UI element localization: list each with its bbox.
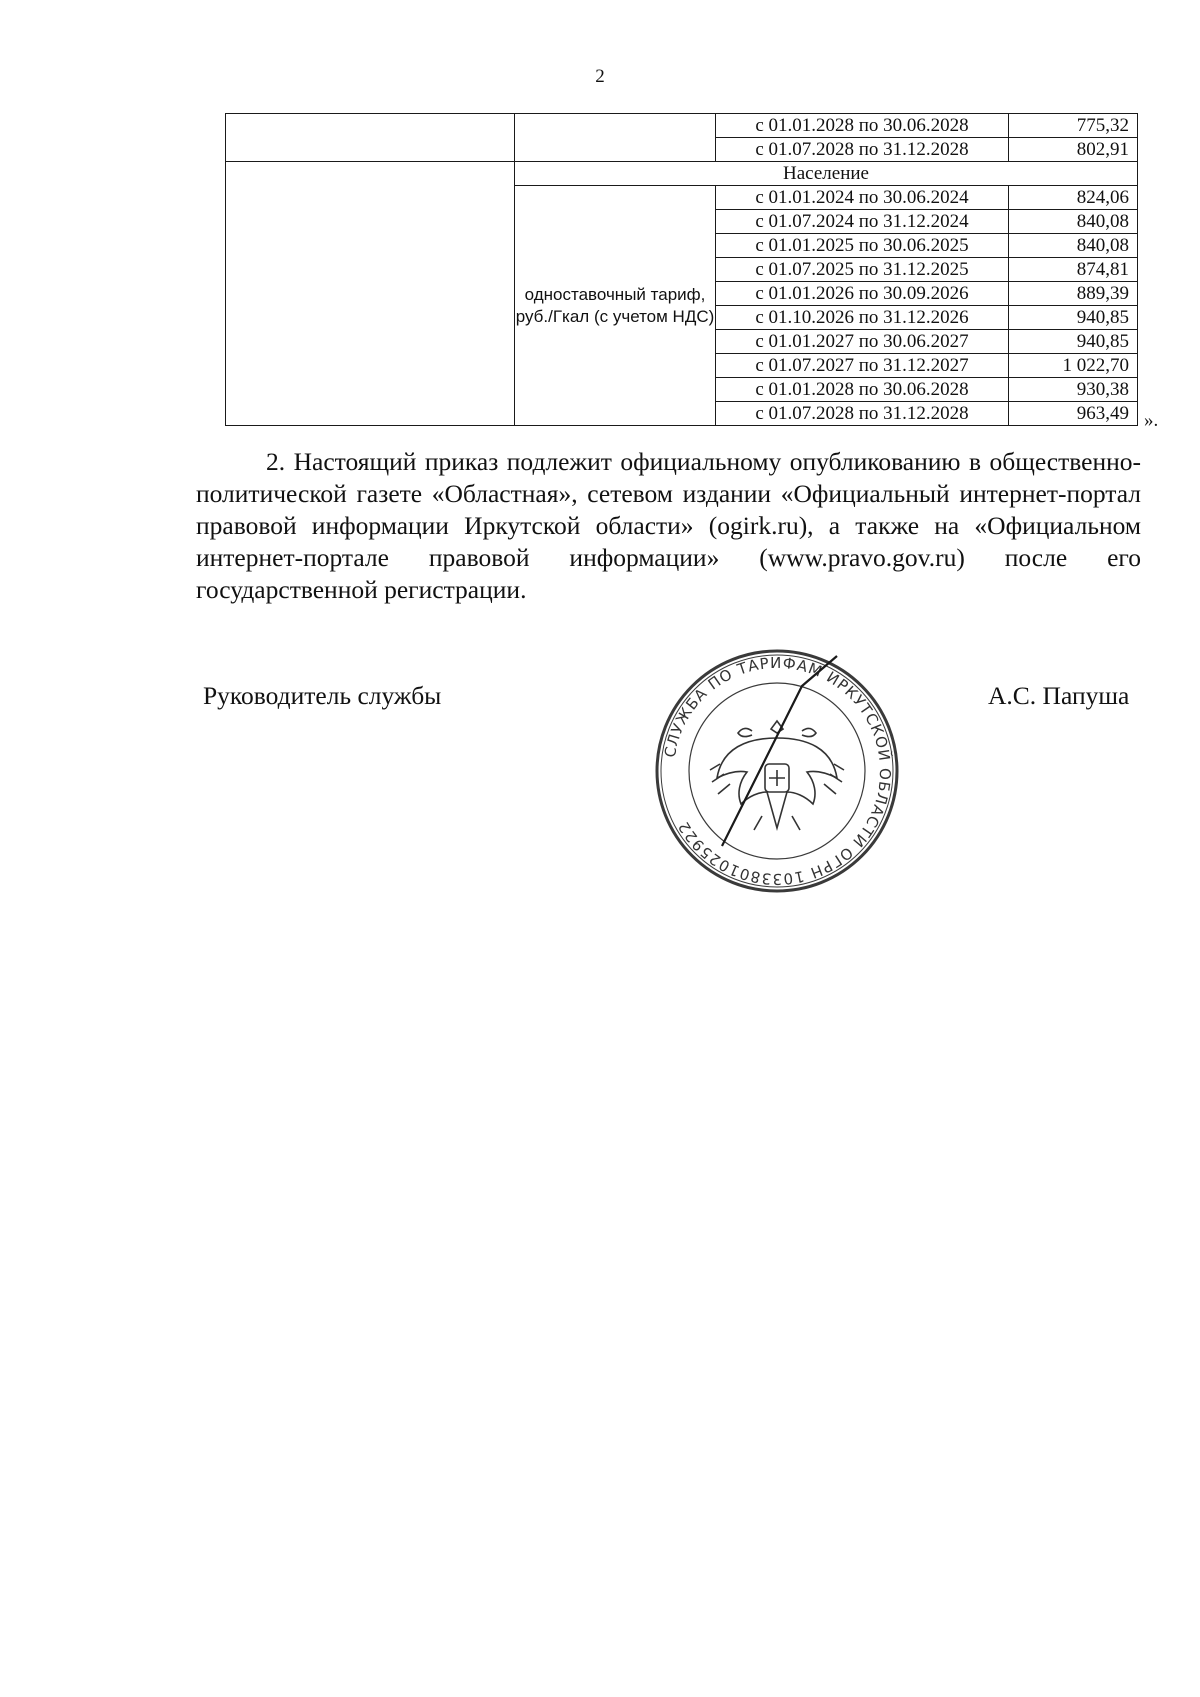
value-cell: 775,32 (1009, 114, 1138, 138)
value-cell: 874,81 (1009, 258, 1138, 282)
signature-stroke (747, 746, 772, 796)
seal-text: СЛУЖБА ПО ТАРИФАМ ИРКУТСКОЙ ОБЛАСТИ ОГРН 1033801025922 (660, 653, 895, 889)
signatory-name: А.С. Папуша (988, 681, 1130, 710)
tariff-name-cell: одноставочный тариф, руб./Гкал (с учетом НДС) (515, 186, 716, 426)
period-cell: с 01.01.2027 по 30.06.2027 (716, 330, 1009, 354)
period-cell: с 01.01.2024 по 30.06.2024 (716, 186, 1009, 210)
table-closing-mark: ». (1144, 410, 1159, 431)
period-cell: с 01.01.2028 по 30.06.2028 (716, 378, 1009, 402)
period-cell: с 01.10.2026 по 31.12.2026 (716, 306, 1009, 330)
table-row (226, 162, 1138, 186)
period-cell: с 01.01.2025 по 30.06.2025 (716, 234, 1009, 258)
empty-cell (226, 162, 515, 426)
value-cell: 940,85 (1009, 330, 1138, 354)
signatory-title: Руководитель службы (203, 681, 442, 710)
value-cell: 824,06 (1009, 186, 1138, 210)
table-row (226, 114, 1138, 138)
value-cell: 963,49 (1009, 402, 1138, 426)
group-header-cell: Население (515, 162, 1138, 186)
period-cell: с 01.07.2025 по 31.12.2025 (716, 258, 1009, 282)
value-cell: 802,91 (1009, 138, 1138, 162)
period-cell: с 01.01.2028 по 30.06.2028 (716, 114, 1009, 138)
official-seal-stamp (652, 646, 902, 896)
value-cell: 840,08 (1009, 234, 1138, 258)
period-cell: с 01.07.2028 по 31.12.2028 (716, 138, 1009, 162)
empty-cell (226, 114, 515, 162)
period-cell: с 01.07.2024 по 31.12.2024 (716, 210, 1009, 234)
value-cell: 930,38 (1009, 378, 1138, 402)
value-cell: 889,39 (1009, 282, 1138, 306)
period-cell: с 01.07.2027 по 31.12.2027 (716, 354, 1009, 378)
publication-paragraph: 2. Настоящий приказ подлежит официальному опубликованию в общественно-политической газете «Областная», сетевом издании «Официальный интернет-портал правовой информации Иркутской области» (ogirk.ru), а также на «Официальном интернет-портале правовой информации» (www.pravo.gov.ru) после его государственной регистрации. (196, 447, 1141, 604)
tariff-table (225, 113, 1138, 426)
page-number: 2 (595, 66, 605, 87)
value-cell: 940,85 (1009, 306, 1138, 330)
period-cell: с 01.01.2026 по 30.09.2026 (716, 282, 1009, 306)
period-cell: с 01.07.2028 по 31.12.2028 (716, 402, 1009, 426)
value-cell: 1 022,70 (1009, 354, 1138, 378)
empty-cell (515, 114, 716, 162)
value-cell: 840,08 (1009, 210, 1138, 234)
